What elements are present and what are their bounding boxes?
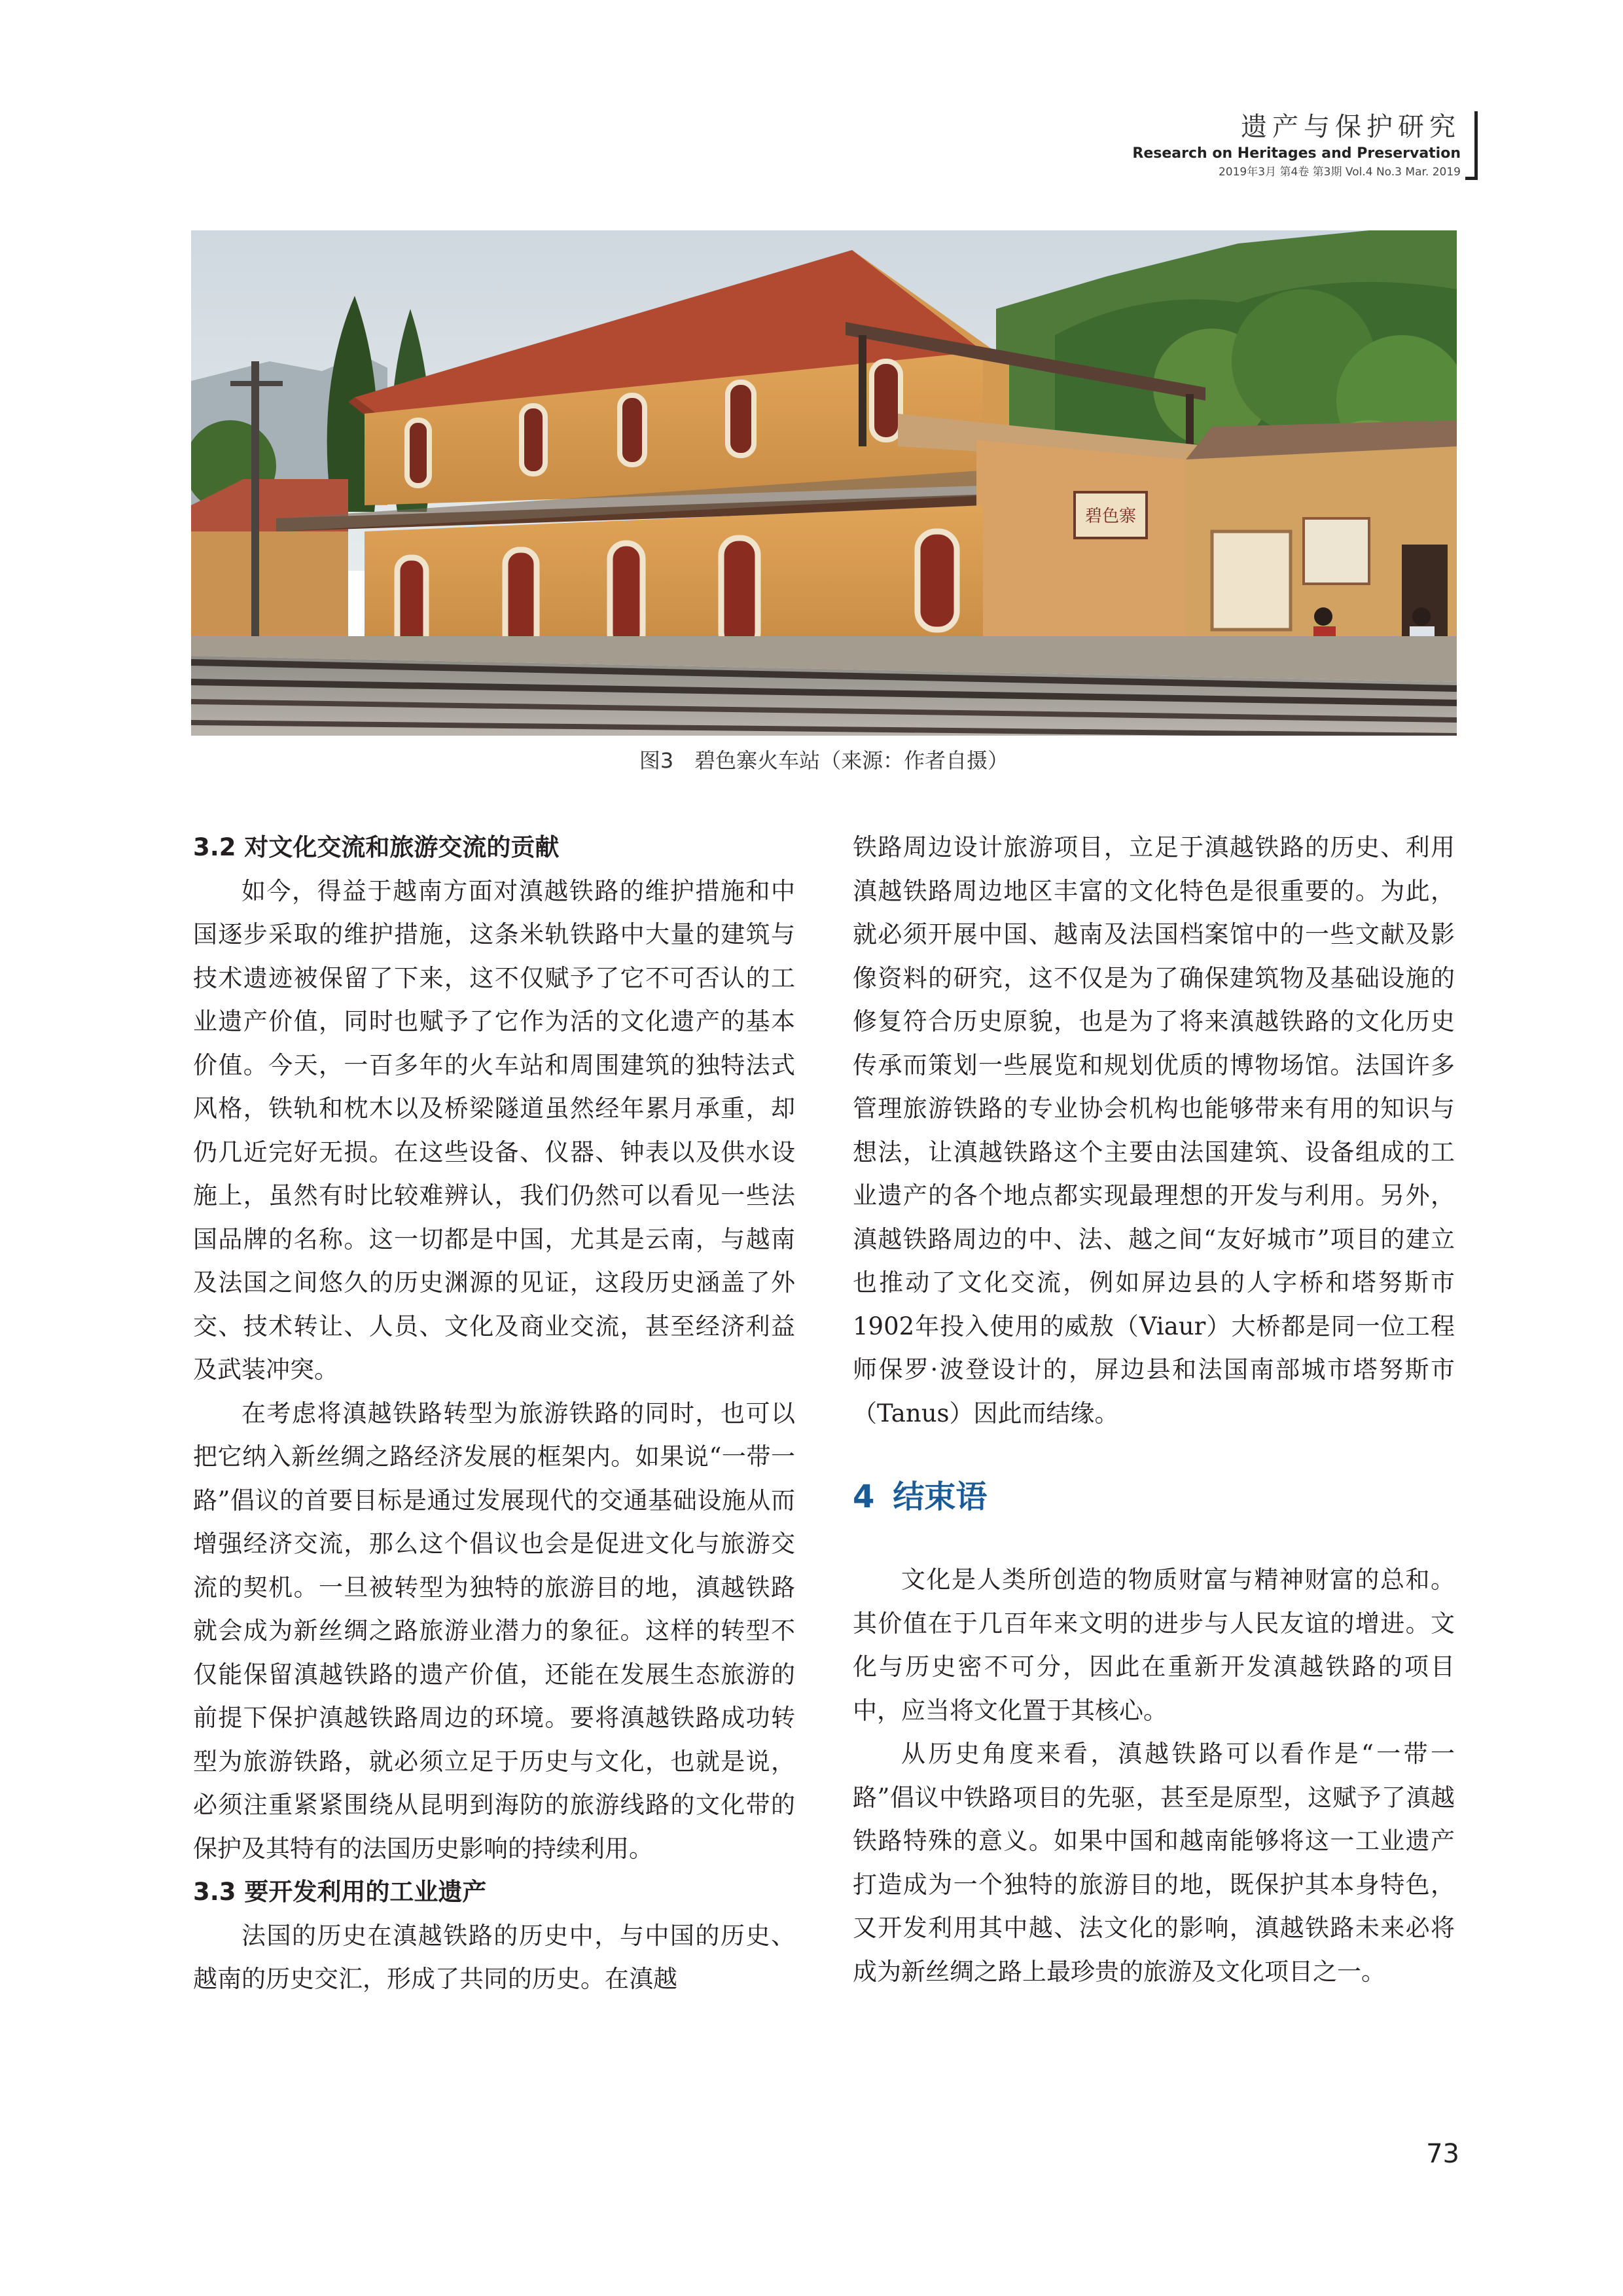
section-3-2-heading: 3.2 对文化交流和旅游交流的贡献 (193, 833, 560, 861)
section-4-number: 4 (853, 1479, 875, 1515)
section-4-title: 结束语 (893, 1479, 988, 1515)
journal-issue: 2019年3月 第4卷 第3期 Vol.4 No.3 Mar. 2019 (1218, 166, 1461, 179)
page-number: 73 (1426, 2139, 1459, 2169)
paragraph: 法国的历史在滇越铁路的历史中，与中国的历史、越南的历史交汇，形成了共同的历史。在滇越 (193, 1921, 795, 1993)
paragraph: 从历史角度来看，滇越铁路可以看作是“一带一路”倡议中铁路项目的先驱，甚至是原型，这赋予了滇越铁路特殊的意义。如果中国和越南能够将这一工业遗产打造成为一个独特的旅游目的地，既保护其本身特色，又开发利用其中越、法文化的影响，滇越铁路未来必将成为新丝绸之路上最珍贵的旅游及文化项目之一。 (853, 1740, 1455, 1986)
paragraph: 文化是人类所创造的物质财富与精神财富的总和。其价值在于几百年来文明的进步与人民友谊的增进。文化与历史密不可分，因此在重新开发滇越铁路的项目中，应当将文化置于其核心。 (853, 1566, 1455, 1725)
journal-header (963, 110, 1461, 181)
figure-caption: 图3 碧色寨火车站（来源：作者自摄） (639, 748, 1009, 773)
journal-title-en: Research on Heritages and Preservation (1132, 145, 1461, 162)
section-3-3-heading: 3.3 要开发利用的工业遗产 (193, 1878, 487, 1906)
left-column (193, 826, 795, 2001)
header-bracket-decoration (1465, 111, 1478, 180)
journal-title-cn: 遗产与保护研究 (1241, 112, 1461, 142)
right-column (853, 826, 1455, 1994)
paragraph: 在考虑将滇越铁路转型为旅游铁路的同时，也可以把它纳入新丝绸之路经济发展的框架内。如果说“一带一路”倡议的首要目标是通过发展现代的交通基础设施从而增强经济交流，那么这个倡议也会是促进文化与旅游交流的契机。一旦被转型为独特的旅游目的地，滇越铁路就会成为新丝绸之路旅游业潜力的象征。这样的转型不仅能保留滇越铁路的遗产价值，还能在发展生态旅游的前提下保护滇越铁路周边的环境。要将滇越铁路成功转型为旅游铁路，就必须立足于历史与文化，也就是说，必须注重紧紧围绕从昆明到海防的旅游线路的文化带的保护及其特有的法国历史影响的持续利用。 (193, 1399, 795, 1863)
paragraph-continued: 铁路周边设计旅游项目，立足于滇越铁路的历史、利用滇越铁路周边地区丰富的文化特色是很重要的。为此，就必须开展中国、越南及法国档案馆中的一些文献及影像资料的研究，这不仅是为了确保建筑物及基础设施的修复符合历史原貌，也是为了将来滇越铁路的文化历史传承而策划一些展览和规划优质的博物场馆。法国许多管理旅游铁路的专业协会机构也能够带来有用的知识与想法，让滇越铁路这个主要由法国建筑、设备组成的工业遗产的各个地点都实现最理想的开发与利用。另外，滇越铁路周边的中、法、越之间“友好城市”项目的建立也推动了文化交流，例如屏边县的人字桥和塔努斯市1902年投入使用的威敖（Viaur）大桥都是同一位工程师保罗·波登设计的，屏边县和法国南部城市塔努斯市（Tanus）因此而结缘。 (853, 833, 1455, 1427)
section-4-heading (853, 1473, 1455, 1520)
station-illustration (191, 230, 1457, 736)
paragraph: 如今，得益于越南方面对滇越铁路的维护措施和中国逐步采取的维护措施，这条米轨铁路中大量的建筑与技术遗迹被保留了下来，这不仅赋予了它不可否认的工业遗产价值，同时也赋予了它作为活的文化遗产的基本价值。今天，一百多年的火车站和周围建筑的独特法式风格，铁轨和枕木以及桥梁隧道虽然经年累月承重，却仍几近完好无损。在这些设备、仪器、钟表以及供水设施上，虽然有时比较难辨认，我们仍然可以看见一些法国品牌的名称。这一切都是中国，尤其是云南，与越南及法国之间悠久的历史渊源的见证，这段历史涵盖了外交、技术转让、人员、文化及商业交流，甚至经济利益及武装冲突。 (193, 876, 795, 1384)
station-sign-text: 碧色寨 (1084, 507, 1137, 526)
figure-photo-station (191, 230, 1457, 736)
